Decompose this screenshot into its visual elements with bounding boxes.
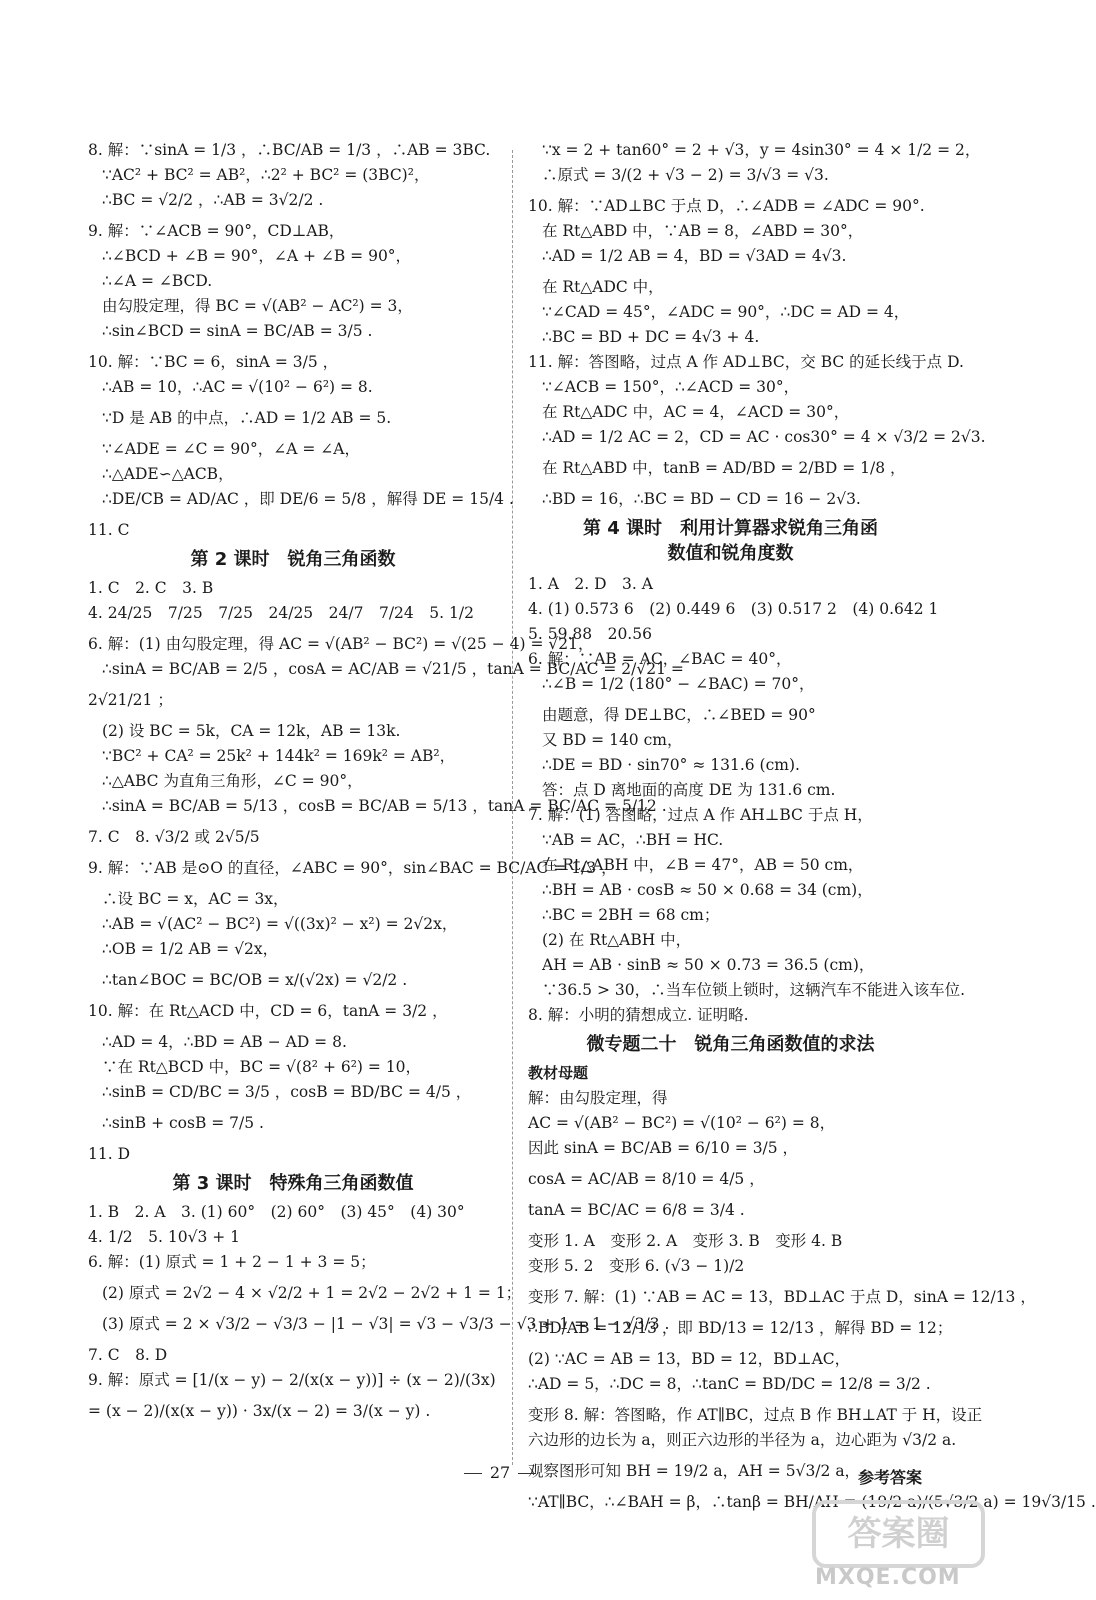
answer-line: ∵x = 2 + tan60° = 2 + √3，y = 4sin30° = 4 × 1/2 = 2， [542,141,981,159]
answer-line: 解：由勾股定理，得 [528,1089,668,1107]
section-heading: 第 4 课时 利用计算器求锐角三角函 [582,518,879,539]
answer-line: ∵∠ADE = ∠C = 90°，∠A = ∠A， [102,440,360,458]
subheading: 教材母题 [528,1064,589,1082]
answer-line: 在 Rt△ADC 中， [542,278,664,296]
answer-line: 2√21/21 ； [88,691,173,709]
answer-line: 由题意，得 DE⊥BC，∴∠BED = 90° [542,706,816,724]
answer-line: 8. 解：小明的猜想成立. 证明略. [528,1006,749,1024]
section-heading: 微专题二十 锐角三角函数值的求法 [586,1034,875,1055]
watermark-logo: 答案圈 [812,1500,985,1568]
answer-line: ∴AD = 4，∴BD = AB − AD = 8. [102,1033,347,1051]
answer-line: 7. 解：(1) 答图略，过点 A 作 AH⊥BC 于点 H， [528,806,873,824]
answer-line: 又 BD = 140 cm， [542,731,683,749]
answer-line: 1. A 2. D 3. A [528,575,653,593]
answer-line: = (x − 2)/(x(x − y)) · 3x/(x − 2) = 3/(x − y) . [88,1402,431,1420]
answer-line: 因此 sinA = BC/AB = 6/10 = 3/5 ， [528,1139,799,1157]
answer-line: 4. 1/2 5. 10√3 + 1 [88,1228,241,1246]
answer-line: AC = √(AB² − BC²) = √(10² − 6²) = 8， [528,1114,836,1132]
answer-line: 答：点 D 离地面的高度 DE 为 131.6 cm. [542,781,836,799]
answer-line: ∴BC = √2/2 ，∴AB = 3√2/2 . [102,191,324,209]
answer-line: ∴∠A = ∠BCD. [102,272,213,290]
answer-line: 11. D [88,1145,131,1163]
section-heading-cont: 数值和锐角度数 [667,543,794,564]
answer-line: ∴∠B = 1/2 (180° − ∠BAC) = 70°， [542,675,815,693]
answer-line: ∴OB = 1/2 AB = √2x， [102,940,279,958]
answer-line: (3) 原式 = 2 × √3/2 − √3/3 − |1 − √3| = √3 − √3/3 − √3 + 1 = 1 − √3/3 . [102,1315,670,1333]
answer-line: ∴AD = 1/2 AB = 4，BD = √3AD = 4√3. [542,247,847,265]
answer-line: 变形 8. 解：答图略，作 AT∥BC，过点 B 作 BH⊥AT 于 H，设正 [528,1406,983,1424]
answer-line: (2) ∵AC = AB = 13，BD = 12，BD⊥AC， [528,1350,851,1368]
answer-line: AH = AB · sinB ≈ 50 × 0.73 = 36.5 (cm)， [542,956,875,974]
answer-line: ∴sinA = BC/AB = 2/5 ，cosA = AC/AB = √21/5 ，tanA = BC/AC = 2/√21 = [102,660,684,678]
answer-line: ∴sinB + cosB = 7/5 . [102,1114,264,1132]
answer-line: ∴BD = 16，∴BC = BD − CD = 16 − 2√3. [542,490,861,508]
answer-line: ∴sinA = BC/AB = 5/13 ，cosB = BC/AB = 5/13 ，tanA = BC/AC = 5/12 . [102,797,667,815]
answer-line: ∴sinB = CD/BC = 3/5 ，cosB = BD/BC = 4/5 ， [102,1083,472,1101]
answer-line: 观察图形可知 BH = 19/2 a，AH = 5√3/2 a， [528,1462,861,1480]
answer-line: 4. (1) 0.573 6 (2) 0.449 6 (3) 0.517 2 (4) 0.642 1 [528,600,939,618]
answer-line: ∵在 Rt△BCD 中，BC = √(8² + 6²) = 10， [102,1058,422,1076]
answer-line: ∴AB = 10，∴AC = √(10² − 6²) = 8. [102,378,373,396]
answer-line: 变形 7. 解：(1) ∵AB = AC = 13，BD⊥AC 于点 D，sinA = 12/13 ， [528,1288,1036,1306]
answer-line: 变形 5. 2 变形 6. (√3 − 1)/2 [528,1257,745,1275]
answer-line: ∴△ADE∽△ACB， [102,465,234,483]
answer-line: 9. 解：∵∠ACB = 90°，CD⊥AB， [88,222,345,240]
answer-line: 10. 解：在 Rt△ACD 中，CD = 6，tanA = 3/2 ， [88,1002,448,1020]
answer-line: 5. 59.88 20.56 [528,625,652,643]
answer-line: ∴sin∠BCD = sinA = BC/AB = 3/5 . [102,322,373,340]
answer-line: ∴AB = √(AC² − BC²) = √((3x)² − x²) = 2√2x， [102,915,458,933]
answer-line: 6. 解：∵AB = AC，∠BAC = 40°， [528,650,792,668]
answer-line: ∵AT∥BC，∴∠BAH = β，∴tanβ = BH/AH = (19/2 a)/(5√3/2 a) = 19√3/15 . [528,1493,1096,1511]
page-number: 27 [0,1463,1000,1482]
section-heading: 第 2 课时 锐角三角函数 [190,549,396,570]
answer-line: ∴△ABC 为直角三角形，∠C = 90°， [102,772,363,790]
answer-line: ∵AC² + BC² = AB²，∴2² + BC² = (3BC)²， [102,166,430,184]
answer-line: ∴BD/AB = 12/13 ，即 BD/13 = 12/13 ，解得 BD = 12； [528,1319,953,1337]
answer-line: (2) 设 BC = 5k，CA = 12k，AB = 13k. [102,722,401,740]
answer-line: ∴BH = AB · cosB ≈ 50 × 0.68 = 34 (cm)， [542,881,873,899]
answer-line: ∴AD = 5，∴DC = 8，∴tanC = BD/DC = 12/8 = 3/2 . [528,1375,931,1393]
answer-line: 在 Rt△ABD 中，∵AB = 8，∠ABD = 30°， [542,222,864,240]
answer-line: ∴tan∠BOC = BC/OB = x/(√2x) = √2/2 . [102,971,408,989]
answer-line: ∴AD = 1/2 AC = 2，CD = AC · cos30° = 4 × √3/2 = 2√3. [542,428,986,446]
answer-line: 9. 解：∵AB 是⊙O 的直径，∠ABC = 90°，sin∠BAC = BC/AC = 1/3 ， [88,859,617,877]
answer-line: ∵BC² + CA² = 25k² + 144k² = 169k² = AB²， [102,747,456,765]
answer-line: ∴原式 = 3/(2 + √3 − 2) = 3/√3 = √3. [542,166,829,184]
answer-line: 4. 24/25 7/25 7/25 24/25 24/7 7/24 5. 1/2 [88,604,474,622]
answer-line: ∴∠BCD + ∠B = 90°，∠A + ∠B = 90°， [102,247,412,265]
right-column [528,140,1096,1523]
answer-line: 7. C 8. √3/2 或 2√5/5 [88,828,260,846]
section-label: 参考答案 [858,1468,923,1487]
answer-line: 在 Rt△ABD 中，tanB = AD/BD = 2/BD = 1/8 ， [542,459,906,477]
answer-line: ∴设 BC = x，AC = 3x， [102,890,289,908]
answer-line: 8. 解：∵sinA = 1/3 ，∴BC/AB = 1/3 ，∴AB = 3BC. [88,141,491,159]
answer-line: ∴BC = BD + DC = 4√3 + 4. [542,328,760,346]
answer-line: 6. 解：(1) 由勾股定理，得 AC = √(AB² − BC²) = √(25 − 4) = √21， [88,635,594,653]
answer-line: 1. C 2. C 3. B [88,579,214,597]
answer-line: ∵∠CAD = 45°，∠ADC = 90°，∴DC = AD = 4， [542,303,910,321]
answer-line: cosA = AC/AB = 8/10 = 4/5 ， [528,1170,765,1188]
answer-line: 11. 解：答图略，过点 A 作 AD⊥BC，交 BC 的延长线于点 D. [528,353,964,371]
answer-line: ∵∠ACB = 150°，∴∠ACD = 30°， [542,378,800,396]
answer-line: 由勾股定理，得 BC = √(AB² − AC²) = 3， [102,297,413,315]
section-heading: 第 3 课时 特殊角三角函数值 [172,1173,414,1194]
watermark-site: MXQE.COM [815,1565,961,1590]
answer-line: 1. B 2. A 3. (1) 60° (2) 60° (3) 45° (4) 30° [88,1203,465,1221]
answer-line: ∵36.5 > 30，∴当车位锁上锁时，这辆汽车不能进入该车位. [542,981,966,999]
answer-line: 11. C [88,521,130,539]
answer-line: 在 Rt△ADC 中，AC = 4，∠ACD = 30°， [542,403,850,421]
answer-line: 变形 1. A 变形 2. A 变形 3. B 变形 4. B [528,1232,843,1250]
answer-line: (2) 原式 = 2√2 − 4 × √2/2 + 1 = 2√2 − 2√2 + 1 = 1； [102,1284,522,1302]
answer-line: 10. 解：∵BC = 6，sinA = 3/5 ， [88,353,339,371]
answer-line: ∴DE/CB = AD/AC ，即 DE/6 = 5/8 ，解得 DE = 15/4 . [102,490,514,508]
answer-line: ∵AB = AC，∴BH = HC. [542,831,724,849]
answer-line: 7. C 8. D [88,1346,168,1364]
answer-line: tanA = BC/AC = 6/8 = 3/4 . [528,1201,745,1219]
answer-line: 10. 解：∵AD⊥BC 于点 D，∴∠ADB = ∠ADC = 90°. [528,197,925,215]
answer-line: ∵D 是 AB 的中点，∴AD = 1/2 AB = 5. [102,409,392,427]
answer-line: 六边形的边长为 a，则正六边形的半径为 a，边心距为 √3/2 a. [528,1431,957,1449]
answer-line: 9. 解：原式 = [1/(x − y) − 2/(x(x − y))] ÷ (x − 2)/(3x) [88,1371,496,1389]
answer-line: 6. 解：(1) 原式 = 1 + 2 − 1 + 3 = 5； [88,1253,376,1271]
answer-line: ∴DE = BD · sin70° ≈ 131.6 (cm). [542,756,800,774]
answer-line: 在 Rt△ABH 中，∠B = 47°，AB = 50 cm， [542,856,864,874]
answer-line: (2) 在 Rt△ABH 中， [542,931,692,949]
answer-line: ∴BC = 2BH = 68 cm； [542,906,720,924]
